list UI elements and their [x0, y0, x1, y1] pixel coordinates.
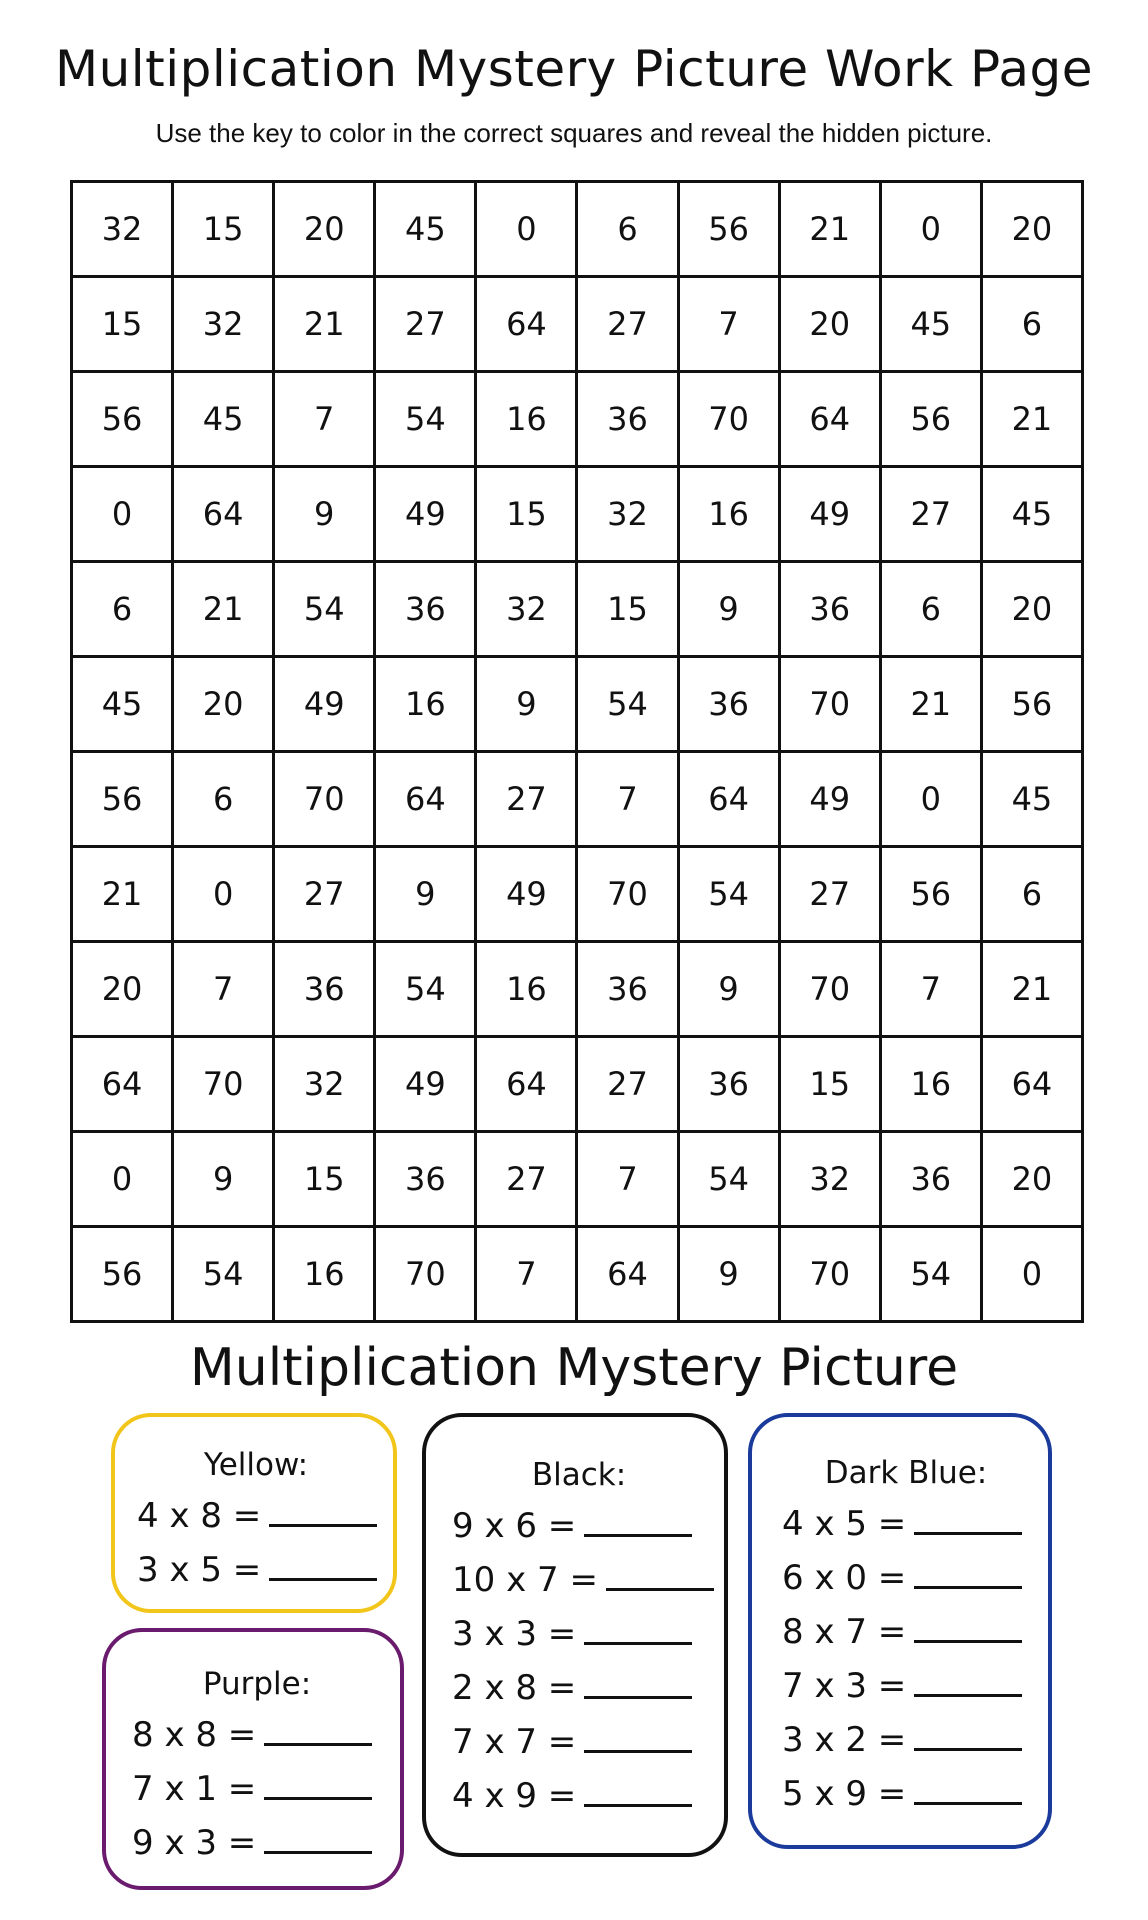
answer-blank[interactable] [269, 1494, 377, 1527]
grid-cell[interactable]: 49 [274, 657, 375, 752]
grid-cell[interactable]: 15 [173, 182, 274, 277]
grid-cell[interactable]: 7 [577, 752, 678, 847]
grid-cell[interactable]: 36 [678, 1037, 779, 1132]
grid-cell[interactable]: 15 [779, 1037, 880, 1132]
grid-cell[interactable]: 49 [375, 467, 476, 562]
purple-key-box [102, 1628, 404, 1890]
key-problem-row [782, 1497, 1030, 1551]
answer-blank[interactable] [914, 1556, 1022, 1589]
grid-cell[interactable]: 36 [375, 1132, 476, 1227]
number-grid [70, 180, 1084, 1323]
grid-cell[interactable]: 0 [476, 182, 577, 277]
grid-cell[interactable]: 27 [274, 847, 375, 942]
grid-cell[interactable]: 56 [981, 657, 1082, 752]
grid-cell[interactable]: 32 [173, 277, 274, 372]
dark-blue-key-label: Dark Blue: [824, 1455, 988, 1491]
grid-cell[interactable]: 15 [577, 562, 678, 657]
grid-row [72, 657, 1083, 752]
grid-cell[interactable]: 70 [779, 657, 880, 752]
grid-row [72, 1037, 1083, 1132]
grid-cell[interactable]: 64 [72, 1037, 173, 1132]
grid-cell[interactable]: 6 [72, 562, 173, 657]
grid-cell[interactable]: 70 [678, 372, 779, 467]
key-problem: 5 x 9 = [782, 1774, 907, 1814]
grid-cell[interactable]: 16 [375, 657, 476, 752]
grid-cell[interactable]: 27 [577, 1037, 678, 1132]
grid-cell[interactable]: 36 [577, 372, 678, 467]
grid-cell[interactable]: 45 [173, 372, 274, 467]
grid-cell[interactable]: 56 [72, 372, 173, 467]
black-key-label: Black: [531, 1457, 627, 1493]
grid-cell[interactable]: 54 [577, 657, 678, 752]
key-problem: 10 x 7 = [452, 1560, 598, 1600]
grid-cell[interactable]: 56 [72, 752, 173, 847]
grid-cell[interactable]: 45 [880, 277, 981, 372]
key-problem: 9 x 6 = [452, 1506, 577, 1546]
key-problem-row [452, 1715, 706, 1769]
grid-row [72, 562, 1083, 657]
grid-cell[interactable]: 20 [779, 277, 880, 372]
grid-cell[interactable]: 6 [981, 277, 1082, 372]
grid-cell[interactable]: 20 [981, 182, 1082, 277]
grid-cell[interactable]: 56 [72, 1227, 173, 1322]
answer-blank[interactable] [584, 1720, 692, 1753]
grid-row [72, 1132, 1083, 1227]
key-problem-row [132, 1816, 382, 1870]
grid-cell[interactable]: 36 [577, 942, 678, 1037]
grid-cell[interactable]: 9 [678, 562, 779, 657]
grid-cell[interactable]: 64 [173, 467, 274, 562]
grid-cell[interactable]: 21 [274, 277, 375, 372]
answer-blank[interactable] [914, 1772, 1022, 1805]
grid-cell[interactable]: 64 [981, 1037, 1082, 1132]
grid-cell[interactable]: 7 [173, 942, 274, 1037]
key-problem-row [452, 1769, 706, 1823]
key-problem: 6 x 0 = [782, 1558, 907, 1598]
purple-key-label: Purple: [202, 1666, 312, 1702]
grid-cell[interactable]: 32 [72, 182, 173, 277]
key-problem: 7 x 1 = [132, 1769, 257, 1809]
grid-cell[interactable]: 16 [274, 1227, 375, 1322]
yellow-key-label: Yellow: [203, 1447, 309, 1483]
key-title: Multiplication Mystery Picture [189, 1338, 959, 1398]
grid-cell[interactable]: 45 [981, 467, 1082, 562]
grid-cell[interactable]: 70 [577, 847, 678, 942]
grid-cell[interactable]: 9 [678, 1227, 779, 1322]
grid-cell[interactable]: 20 [981, 1132, 1082, 1227]
grid-cell[interactable]: 36 [375, 562, 476, 657]
grid-cell[interactable]: 15 [274, 1132, 375, 1227]
grid-row [72, 277, 1083, 372]
grid-cell[interactable]: 7 [476, 1227, 577, 1322]
answer-blank[interactable] [606, 1558, 714, 1591]
grid-cell[interactable]: 6 [880, 562, 981, 657]
page-title: Multiplication Mystery Picture Work Page [54, 40, 1094, 98]
grid-cell[interactable]: 9 [678, 942, 779, 1037]
grid-cell[interactable]: 49 [779, 752, 880, 847]
grid-cell[interactable]: 64 [476, 277, 577, 372]
grid-cell[interactable]: 7 [274, 372, 375, 467]
grid-cell[interactable]: 27 [779, 847, 880, 942]
answer-blank[interactable] [914, 1610, 1022, 1643]
grid-cell[interactable]: 21 [72, 847, 173, 942]
key-problem: 9 x 3 = [132, 1823, 257, 1863]
grid-cell[interactable]: 70 [779, 942, 880, 1037]
grid-cell[interactable]: 16 [880, 1037, 981, 1132]
grid-cell[interactable]: 54 [274, 562, 375, 657]
grid-cell[interactable]: 6 [577, 182, 678, 277]
grid-cell[interactable]: 7 [577, 1132, 678, 1227]
grid-cell[interactable]: 27 [476, 1132, 577, 1227]
grid-row [72, 847, 1083, 942]
grid-cell[interactable]: 32 [476, 562, 577, 657]
grid-cell[interactable]: 21 [173, 562, 274, 657]
grid-cell[interactable]: 32 [577, 467, 678, 562]
black-key-box [422, 1413, 728, 1857]
key-problem-row [452, 1607, 706, 1661]
grid-cell[interactable]: 0 [72, 467, 173, 562]
answer-blank[interactable] [264, 1713, 372, 1746]
grid-cell[interactable]: 70 [173, 1037, 274, 1132]
key-problem-row [782, 1551, 1030, 1605]
grid-cell[interactable]: 36 [779, 562, 880, 657]
key-problem: 7 x 7 = [452, 1722, 577, 1762]
grid-cell[interactable]: 21 [981, 942, 1082, 1037]
grid-cell[interactable]: 27 [880, 467, 981, 562]
key-problem-row [452, 1499, 706, 1553]
key-problem-row [137, 1489, 375, 1543]
grid-cell[interactable]: 49 [779, 467, 880, 562]
grid-cell[interactable]: 56 [880, 372, 981, 467]
grid-cell[interactable]: 27 [375, 277, 476, 372]
grid-cell[interactable]: 0 [880, 752, 981, 847]
grid-cell[interactable]: 70 [779, 1227, 880, 1322]
key-problem-row [782, 1767, 1030, 1821]
grid-cell[interactable]: 20 [173, 657, 274, 752]
grid-cell[interactable]: 0 [981, 1227, 1082, 1322]
grid-cell[interactable]: 20 [72, 942, 173, 1037]
grid-cell[interactable]: 45 [375, 182, 476, 277]
grid-row [72, 752, 1083, 847]
grid-cell[interactable]: 27 [476, 752, 577, 847]
grid-cell[interactable]: 21 [981, 372, 1082, 467]
grid-cell[interactable]: 54 [375, 942, 476, 1037]
answer-blank[interactable] [584, 1612, 692, 1645]
key-problem: 7 x 3 = [782, 1666, 907, 1706]
key-problem-row [782, 1659, 1030, 1713]
answer-blank[interactable] [584, 1666, 692, 1699]
key-problem-row [452, 1661, 706, 1715]
yellow-key-box [111, 1413, 397, 1613]
key-problem: 4 x 5 = [782, 1504, 907, 1544]
grid-cell[interactable]: 0 [880, 182, 981, 277]
grid-cell[interactable]: 64 [779, 372, 880, 467]
grid-cell[interactable]: 9 [476, 657, 577, 752]
answer-blank[interactable] [264, 1821, 372, 1854]
key-problem: 3 x 2 = [782, 1720, 907, 1760]
key-problem: 8 x 7 = [782, 1612, 907, 1652]
key-problem-row [782, 1713, 1030, 1767]
grid-cell[interactable]: 54 [880, 1227, 981, 1322]
grid-cell[interactable]: 15 [476, 467, 577, 562]
grid-cell[interactable]: 49 [375, 1037, 476, 1132]
page-subtitle: Use the key to color in the correct squares and reveal the hidden picture. [155, 118, 993, 148]
key-problem: 2 x 8 = [452, 1668, 577, 1708]
answer-blank[interactable] [584, 1504, 692, 1537]
key-problem-row [132, 1708, 382, 1762]
grid-cell[interactable]: 32 [779, 1132, 880, 1227]
grid-cell[interactable]: 6 [981, 847, 1082, 942]
grid-cell[interactable]: 45 [72, 657, 173, 752]
key-problem: 4 x 8 = [137, 1496, 262, 1536]
grid-cell[interactable]: 36 [274, 942, 375, 1037]
grid-cell[interactable]: 16 [678, 467, 779, 562]
answer-blank[interactable] [584, 1774, 692, 1807]
grid-cell[interactable]: 70 [375, 1227, 476, 1322]
key-problem: 3 x 3 = [452, 1614, 577, 1654]
key-problem: 3 x 5 = [137, 1550, 262, 1590]
grid-cell[interactable]: 32 [274, 1037, 375, 1132]
grid-row [72, 182, 1083, 277]
key-problem: 4 x 9 = [452, 1776, 577, 1816]
grid-cell[interactable]: 64 [375, 752, 476, 847]
grid-row [72, 942, 1083, 1037]
grid-cell[interactable]: 21 [880, 657, 981, 752]
grid-cell[interactable]: 7 [678, 277, 779, 372]
grid-cell[interactable]: 6 [173, 752, 274, 847]
grid-cell[interactable]: 70 [274, 752, 375, 847]
grid-cell[interactable]: 54 [678, 1132, 779, 1227]
grid-row [72, 467, 1083, 562]
key-problem-row [137, 1543, 375, 1597]
grid-cell[interactable]: 36 [880, 1132, 981, 1227]
answer-blank[interactable] [914, 1718, 1022, 1751]
grid-row [72, 372, 1083, 467]
grid-cell[interactable]: 56 [678, 182, 779, 277]
grid-cell[interactable]: 54 [375, 372, 476, 467]
grid-cell[interactable]: 16 [476, 942, 577, 1037]
grid-cell[interactable]: 54 [678, 847, 779, 942]
grid-cell[interactable]: 21 [779, 182, 880, 277]
grid-cell[interactable]: 27 [577, 277, 678, 372]
grid-cell[interactable]: 54 [173, 1227, 274, 1322]
answer-blank[interactable] [914, 1664, 1022, 1697]
grid-cell[interactable]: 9 [375, 847, 476, 942]
key-problem-row [782, 1605, 1030, 1659]
grid-cell[interactable]: 16 [476, 372, 577, 467]
grid-cell[interactable]: 45 [981, 752, 1082, 847]
grid-cell[interactable]: 64 [577, 1227, 678, 1322]
grid-cell[interactable]: 56 [880, 847, 981, 942]
grid-cell[interactable]: 15 [72, 277, 173, 372]
grid-cell[interactable]: 49 [476, 847, 577, 942]
grid-cell[interactable]: 20 [274, 182, 375, 277]
grid-cell[interactable]: 9 [274, 467, 375, 562]
grid-cell[interactable]: 0 [72, 1132, 173, 1227]
key-problem-row [132, 1762, 382, 1816]
answer-blank[interactable] [264, 1767, 372, 1800]
grid-row [72, 1227, 1083, 1322]
grid-cell[interactable]: 36 [678, 657, 779, 752]
dark-blue-key-box [748, 1413, 1052, 1849]
grid-cell[interactable]: 9 [173, 1132, 274, 1227]
grid-cell[interactable]: 64 [678, 752, 779, 847]
grid-cell[interactable]: 20 [981, 562, 1082, 657]
answer-blank[interactable] [269, 1548, 377, 1581]
grid-cell[interactable]: 0 [173, 847, 274, 942]
grid-cell[interactable]: 7 [880, 942, 981, 1037]
grid-cell[interactable]: 64 [476, 1037, 577, 1132]
key-problem-row [452, 1553, 706, 1607]
answer-blank[interactable] [914, 1502, 1022, 1535]
key-problem: 8 x 8 = [132, 1715, 257, 1755]
